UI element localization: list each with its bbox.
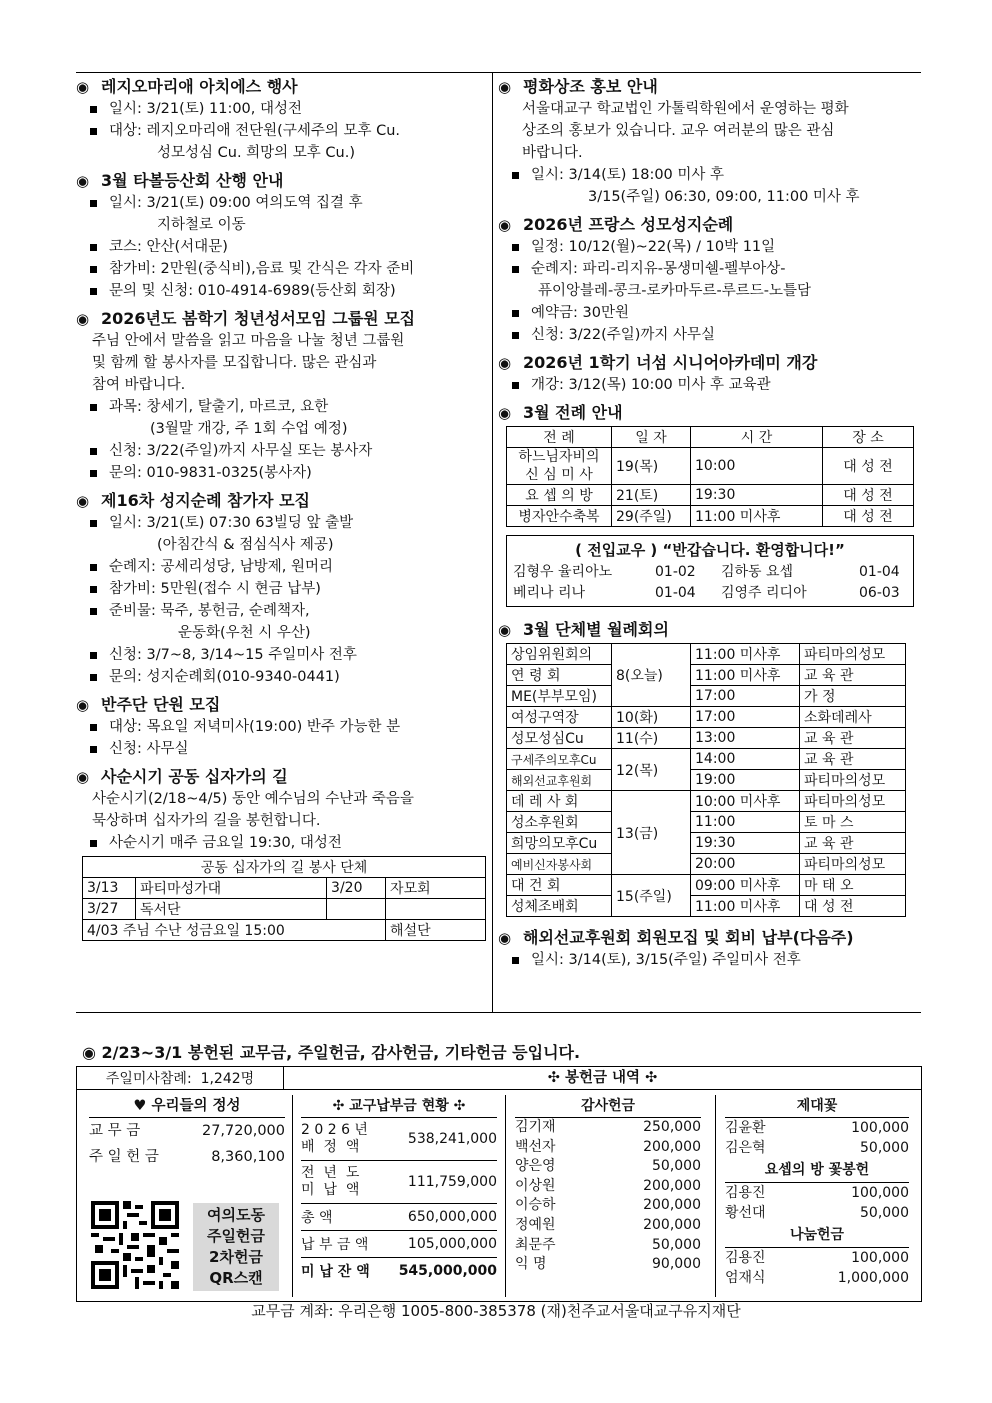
square-bullet-icon: [90, 266, 97, 273]
square-bullet-icon: [90, 586, 97, 593]
section-mission: ◉ 해외선교후원회 회원모집 및 회비 납부(다음주) 일시: 3/14(토), 3/15(주일) 주일미사 전후: [498, 928, 854, 968]
qr-code-icon[interactable]: [91, 1201, 179, 1289]
square-bullet-icon: [512, 957, 519, 964]
section-france: ◉ 2026년 프랑스 성모성지순례 일정: 10/12(월)~22(목) / 10박 11일 순례지: 파리-리지유-몽생미쉘-펠부아상- 퓨이앙블레-콩크-로카마두르-루르드-노틀담 예약금: 30만원 신청: 3/22(주일)까지 사무실: [498, 215, 812, 343]
section-senior-academy: ◉ 2026년 1학기 너섬 시니어아카데미 개강 개강: 3/12(목) 10:00 미사 후 교육관: [498, 353, 818, 393]
square-bullet-icon: [90, 674, 97, 681]
section-title: 레지오마리애 아치에스 행사: [101, 77, 298, 96]
thanks-offering: 감사헌금 김기재 250,000 백선자 200,000 양은영 50,000 이상원 200,000 이승하 200,000 정예원 200,000 최문주 50,000 익 명 90,000: [515, 1095, 701, 1275]
section-rule: [76, 1012, 921, 1013]
square-bullet-icon: [90, 746, 97, 753]
liturgy-table: 전 례 일 자 시 간 장 소 하느님자비의 신 심 미 사 19(목) 10:00 대 성 전 요 셉 의 방 21(토) 19:30 대 성 전 병자안수축복 29(주일) 11:00 미사후 대 성 전: [506, 426, 914, 527]
our-offering: ♥ 우리들의 정성 교 무 금 27,720,000 주 일 헌 금 8,360,100: [89, 1095, 285, 1170]
bullet-icon: ◉: [76, 696, 90, 714]
section-title: 2026년 1학기 너섬 시니어아카데미 개강: [523, 353, 818, 372]
bullet-icon: ◉: [498, 216, 512, 234]
bullet-icon: ◉: [498, 929, 512, 947]
square-bullet-icon: [512, 266, 519, 273]
bullet-icon: ◉: [76, 768, 90, 786]
square-bullet-icon: [512, 310, 519, 317]
square-bullet-icon: [90, 288, 97, 295]
square-bullet-icon: [90, 128, 97, 135]
right-column: [498, 76, 918, 977]
section-liturgy: [498, 402, 918, 527]
detail-title: ✣ 봉헌금 내역 ✣: [284, 1067, 921, 1090]
square-bullet-icon: [90, 470, 97, 477]
bullet-icon: ◉: [76, 310, 90, 328]
section-hiking: ◉ 3월 타볼등산회 산행 안내 일시: 3/21(토) 09:00 여의도역 집결 후 지하철로 이동 코스: 안산(서대문) 참가비: 2만원(중식비),음료 및 간식은 각자 준비 문의 및 신청: 010-4914-6989(등산회 회장): [76, 171, 415, 299]
section-legio: ◉ 레지오마리애 아치에스 행사 일시: 3/21(토) 11:00, 대성전 대상: 레지오마리애 전단원(구세주의 모후 Cu. 성모성심 Cu. 희망의 모후 Cu.): [76, 77, 401, 161]
section-title: 2026년 프랑스 성모성지순례: [523, 215, 734, 234]
square-bullet-icon: [90, 106, 97, 113]
bullet-icon: ◉: [76, 172, 90, 190]
bullet-icon: ◉: [498, 404, 512, 422]
square-bullet-icon: [512, 382, 519, 389]
bullet-icon: ◉: [82, 1043, 96, 1062]
section-accompanist: ◉ 반주단 단원 모집 대상: 목요일 저녁미사(19:00) 반주 가능한 분 신청: 사무실: [76, 695, 401, 757]
square-bullet-icon: [90, 520, 97, 527]
account-info: 교무금 계좌: 우리은행 1005-800-385378 (재)천주교서울대교구유지재단: [251, 1302, 741, 1320]
section-title: 2026년도 봄학기 청년성서모임 그룹원 모집: [101, 309, 416, 328]
top-rule: [76, 72, 921, 73]
bullet-icon: ◉: [498, 621, 512, 639]
square-bullet-icon: [90, 404, 97, 411]
square-bullet-icon: [90, 200, 97, 207]
left-column: [76, 76, 486, 941]
square-bullet-icon: [90, 564, 97, 571]
section-title: 사순시기 공동 십자가의 길: [101, 767, 288, 786]
diocese-payment: ✣ 교구납부금 현황 ✣ 2 0 2 6 년 배 정 액 538,241,000 전 년 도 미 납 액 111,759,000 총 액 650,000,000 납 부 금 액 105,000,000 미 납 잔 액 545,000,000: [301, 1095, 497, 1284]
section-title: 제16차 성지순례 참가자 모집: [101, 491, 310, 510]
section-title: 반주단 단원 모집: [101, 695, 221, 714]
bullet-icon: ◉: [498, 354, 512, 372]
square-bullet-icon: [512, 332, 519, 339]
square-bullet-icon: [90, 724, 97, 731]
square-bullet-icon: [90, 608, 97, 615]
section-pilgrimage: ◉ 제16차 성지순례 참가자 모집 일시: 3/21(토) 07:30 63빌딩 앞 출발 (아침간식 & 점심식사 제공) 순례지: 공세리성당, 남방제, 원머리 참가비: 5만원(접수 시 현금 납부) 준비물: 묵주, 봉헌금, 순례책자, 운동화(우천 시 우산) 신청: 3/7~8, 3/14~15 주일미사 전후 문의: 성지순례회(010-9340-0441): [76, 491, 357, 685]
bullet-icon: ◉: [498, 78, 512, 96]
bullet-icon: ◉: [76, 78, 90, 96]
qr-caption: 여의도동 주일헌금 2차헌금 QR스캔: [193, 1203, 279, 1291]
cross-service-table: 공동 십자가의 길 봉사 단체 3/13 파티마성가대 3/20 자모회 3/27 독서단 4/03 주님 수난 성금요일 15:00 해설단: [82, 856, 486, 941]
square-bullet-icon: [90, 652, 97, 659]
square-bullet-icon: [90, 244, 97, 251]
column-divider: [492, 72, 493, 1012]
section-title: 해외선교후원회 회원모집 및 회비 납부(다음주): [523, 928, 854, 947]
section-title: 평화상조 홍보 안내: [523, 77, 658, 96]
section-funeral-ad: ◉ 평화상조 홍보 안내 서울대교구 학교법인 가톨릭학원에서 운영하는 평화 상조의 홍보가 있습니다. 교우 여러분의 많은 관심 바랍니다. 일시: 3/14(토) 18:00 미사 후 3/15(주일) 06:30, 09:00, 11:00 미사 후: [498, 77, 860, 205]
section-title: 3월 타볼등산회 산행 안내: [101, 171, 284, 190]
square-bullet-icon: [90, 840, 97, 847]
section-meetings: [498, 619, 918, 917]
square-bullet-icon: [90, 448, 97, 455]
section-way-of-cross: ◉ 사순시기 공동 십자가의 길 사순시기(2/18~4/5) 동안 예수님의 수난과 죽음을 묵상하며 십자가의 길을 봉헌합니다. 사순시기 매주 금요일 19:30, 대성전: [76, 767, 414, 851]
meeting-table: 상임위원회의 8(오늘) 11:00 미사후 파티마의성모 연 령 회 11:00 미사후 교 육 관 ME(부부모임) 17:00 가 정 여성구역장 10(화) 17:00 소화데레사 성모성심Cu 11(수) 13:00 교 육 관 구세주의모후Cu 12(목) 14:00 교 육 관 해외선교후원회 19:00 파티마의성모 데 레 사 회 13(금) 10:00 미사후 파티마의성모 성소후원회 11:00 토 마 스 희망의모후Cu 19:30 교 육 관 예비신자봉사회 20:00 파티마의성모 대 건 회 15(주일) 09:00 미사후 마 태 오 성체조배회 11:00 미사후 대 성 전: [506, 643, 906, 917]
attendance: 주일미사참례: 1,242명: [77, 1067, 284, 1090]
altar-flowers: 제대꽃 김윤환 100,000 김은혁 50,000 요셉의 방 꽃봉헌 김용진 100,000 황선대 50,000 나눔헌금 김용진 100,000 엄재식 1,000,000: [725, 1095, 909, 1288]
section-title: 3월 전례 안내: [523, 403, 623, 422]
offering-heading: ◉ 2/23~3/1 봉헌된 교무금, 주일헌금, 감사헌금, 기타헌금 등입니다.: [82, 1043, 581, 1062]
square-bullet-icon: [512, 244, 519, 251]
section-title: 3월 단체별 월례회의: [523, 620, 669, 639]
square-bullet-icon: [512, 172, 519, 179]
offering-box: [76, 1066, 922, 1302]
section-bible-group: ◉ 2026년도 봄학기 청년성서모임 그룹원 모집 주님 안에서 말씀을 읽고 마음을 나눌 청년 그룹원 및 함께 할 봉사자를 모집합니다. 많은 관심과 참여 바랍니다. 과목: 창세기, 탈출기, 마르코, 요한 (3월말 개강, 주 1회 수업 예정) 신청: 3/22(주일)까지 사무실 또는 봉사자 문의: 010-9831-0325(봉사자): [76, 309, 416, 481]
bullet-icon: ◉: [76, 492, 90, 510]
welcome-box: ( 전입교우 ) “반갑습니다. 환영합니다!” 김형우 율리아노 01-02 김하동 요셉 01-04 베리나 리나 01-04 김영주 리디아 06-03: [506, 535, 914, 607]
